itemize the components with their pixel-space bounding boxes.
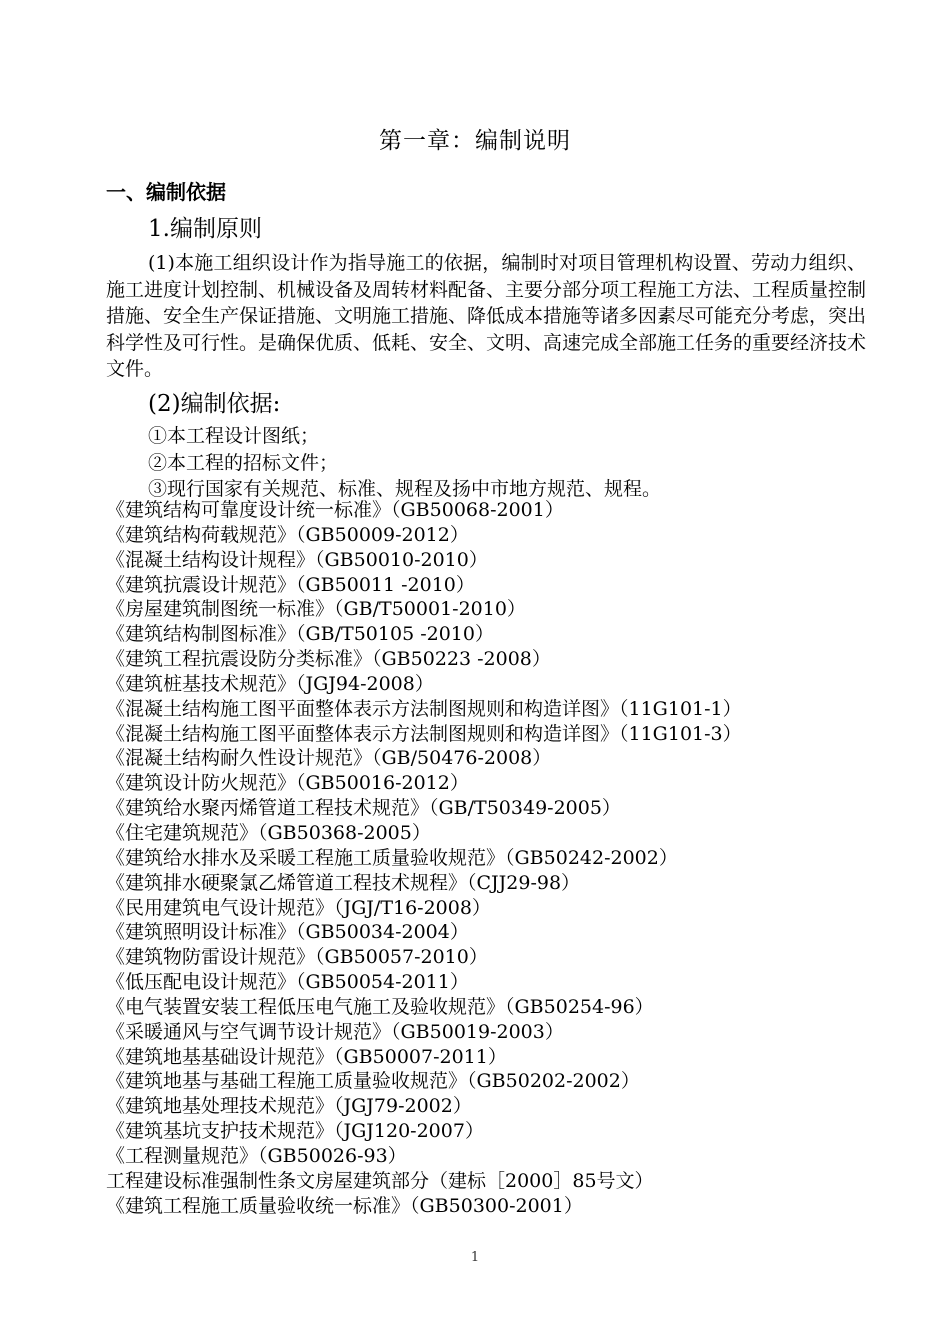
standard-item: 《建筑物防雷设计规范》（GB50057-2010） — [106, 946, 488, 969]
page-number: 1 — [470, 1250, 480, 1265]
standard-item: 《建筑结构制图标准》（GB/T50105 -2010） — [106, 623, 494, 646]
list-item: ③现行国家有关规范、标准、规程及扬中市地方规范、规程。 — [148, 478, 662, 500]
standard-item: 《电气装置安装工程低压电气施工及验收规范》（GB50254-96） — [106, 995, 654, 1018]
standard-item: 《工程测量规范》（GB50026-93） — [106, 1144, 407, 1167]
standard-item: 《房屋建筑制图统一标准》（GB/T50001-2010） — [106, 598, 526, 621]
subsection-heading-principles: 1.编制原则 — [148, 216, 262, 242]
standard-item: 《混凝土结构耐久性设计规范》（GB/50476-2008） — [106, 747, 552, 770]
standard-item: 《建筑设计防火规范》（GB50016-2012） — [106, 772, 469, 795]
list-item: ①本工程设计图纸； — [148, 425, 320, 447]
standard-item: 《建筑地基基础设计规范》（GB50007-2011） — [106, 1045, 507, 1068]
list-item: ②本工程的招标文件； — [148, 451, 339, 474]
standard-item: 《采暖通风与空气调节设计规范》（GB50019-2003） — [106, 1020, 564, 1043]
standard-item: 《低压配电设计规范》（GB50054-2011） — [106, 971, 469, 994]
standard-item: 《混凝土结构施工图平面整体表示方法制图规则和构造详图》（11G101-3） — [106, 722, 742, 745]
standard-item: 《建筑抗震设计规范》（GB50011 -2010） — [106, 573, 475, 596]
standard-item: 《建筑排水硬聚氯乙烯管道工程技术规程》（CJJ29-98） — [106, 871, 581, 894]
standard-item: 《住宅建筑规范》（GB50368-2005） — [106, 821, 431, 844]
subsection-heading-basis: (2)编制依据: — [148, 391, 281, 417]
section-heading: 一、编制依据 — [106, 180, 226, 204]
basis-items-list — [148, 423, 661, 503]
standard-item: 《建筑工程施工质量验收统一标准》（GB50300-2001） — [106, 1194, 583, 1217]
standard-item: 《建筑地基处理技术规范》（JGJ79-2002） — [106, 1095, 472, 1118]
chapter-title: 第一章：编制说明 — [379, 128, 571, 154]
standard-item: 《民用建筑电气设计规范》（JGJ/T16-2008） — [106, 896, 491, 919]
standard-item: 《建筑桩基技术规范》（JGJ94-2008） — [106, 672, 434, 695]
standard-item: 《建筑给水排水及采暖工程施工质量验收规范》（GB50242-2002） — [106, 846, 678, 869]
standard-item: 《建筑结构荷载规范》（GB50009-2012） — [106, 523, 469, 546]
standard-item: 《建筑结构可靠度设计统一标准》（GB50068-2001） — [106, 499, 564, 521]
standard-item: 《建筑地基与基础工程施工质量验收规范》（GB50202-2002） — [106, 1070, 640, 1093]
standard-item: 《建筑基坑支护技术规范》（JGJ120-2007） — [106, 1120, 484, 1143]
standard-item: 《混凝土结构设计规程》（GB50010-2010） — [106, 548, 488, 571]
standard-item: 《混凝土结构施工图平面整体表示方法制图规则和构造详图》（11G101-1） — [106, 697, 742, 720]
standard-item: 《建筑照明设计标准》（GB50034-2004） — [106, 921, 469, 944]
standards-list — [106, 498, 742, 1218]
principles-paragraph: (1)本施工组织设计作为指导施工的依据，编制时对项目管理机构设置、劳动力组织、施工进度计划控制、机械设备及周转材料配备、主要分部分项工程施工方法、工程质量控制措施、安全生产保证措施、文明施工措施、降低成本措施等诸多因素尽可能充分考虑，突出科学性及可行性。是确保优质、低耗、安全、文明、高速完成全部施工任务的重要经济技术文件。 — [106, 252, 867, 380]
standard-item: 《建筑给水聚丙烯管道工程技术规范》（GB/T50349-2005） — [106, 797, 621, 820]
standard-item: 《建筑工程抗震设防分类标准》（GB50223 -2008） — [106, 648, 551, 671]
standard-item: 工程建设标准强制性条文房屋建筑部分（建标［2000］85号文） — [106, 1169, 654, 1192]
